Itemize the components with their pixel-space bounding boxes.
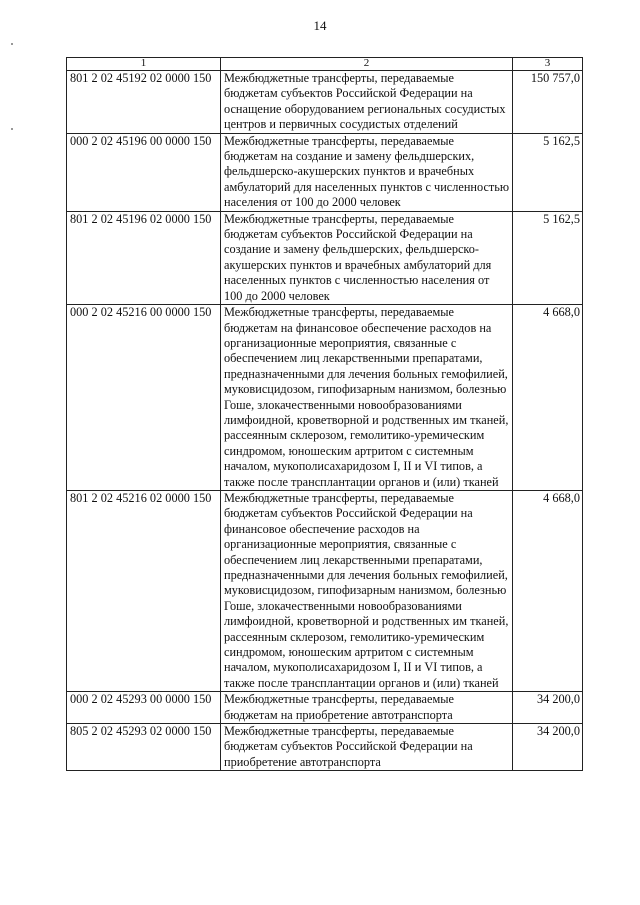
table-row [67,71,583,134]
description-cell: Межбюджетные трансферты, передаваемые бюджетам субъектов Российской Федерации на приобретение автотранспорта [221,724,513,771]
scan-speck [11,43,13,45]
budget-code-cell: 000 2 02 45293 00 0000 150 [67,692,221,724]
amount-cell: 34 200,0 [513,724,583,771]
scan-speck [11,128,13,130]
description-cell: Межбюджетные трансферты, передаваемые бюджетам на финансовое обеспечение расходов на организационные мероприятия, связанные с обеспечением лиц лекарственными препаратами, предназначенными для лечения больных гемофилией, муковисцидозом, гипофизарным нанизмом, болезнью Гоше, злокачественными новообразованиями лимфоидной, кроветворной и родственных им тканей, рассеянным склерозом, гемолитико-уремическим синдромом, юношеским артритом с системным началом, мукополисахаридозом I, II и VI типов, а также после трансплантации органов и (или) тканей [221,305,513,491]
table-row [67,724,583,771]
description-cell: Межбюджетные трансферты, передаваемые бюджетам субъектов Российской Федерации на финансовое обеспечение расходов на организационные мероприятия, связанные с обеспечением лиц лекарственными препаратами, предназначенными для лечения больных гемофилией, муковисцидозом, гипофизарным нанизмом, болезнью Гоше, злокачественными новообразованиями лимфоидной, кроветворной и родственных им тканей, рассеянным склерозом, гемолитико-уремическим синдромом, юношеским артритом с системным началом, мукополисахаридозом I, II и VI типов, а также после трансплантации органов и (или) тканей [221,490,513,691]
amount-cell: 34 200,0 [513,692,583,724]
budget-code-cell: 801 2 02 45192 02 0000 150 [67,71,221,134]
amount-cell: 4 668,0 [513,305,583,491]
table-row [67,211,583,304]
budget-code-cell: 000 2 02 45216 00 0000 150 [67,305,221,491]
column-header-code: 1 [67,58,221,71]
column-header-amount: 3 [513,58,583,71]
budget-code-cell: 801 2 02 45196 02 0000 150 [67,211,221,304]
table-row [67,133,583,211]
description-cell: Межбюджетные трансферты, передаваемые бюджетам на создание и замену фельдшерских, фельдшерско-акушерских пунктов и врачебных амбулаторий для населенных пунктов с численностью населения от 100 до 2000 человек [221,133,513,211]
description-cell: Межбюджетные трансферты, передаваемые бюджетам на приобретение автотранспорта [221,692,513,724]
table-row [67,692,583,724]
amount-cell: 5 162,5 [513,211,583,304]
budget-code-cell: 000 2 02 45196 00 0000 150 [67,133,221,211]
amount-cell: 150 757,0 [513,71,583,134]
budget-code-cell: 805 2 02 45293 02 0000 150 [67,724,221,771]
table-header-row [67,58,583,71]
budget-code-cell: 801 2 02 45216 02 0000 150 [67,490,221,691]
description-cell: Межбюджетные трансферты, передаваемые бюджетам субъектов Российской Федерации на создание и замену фельдшерских, фельдшерско-акушерских пунктов и врачебных амбулаторий для населенных пунктов с численностью населения от 100 до 2000 человек [221,211,513,304]
amount-cell: 5 162,5 [513,133,583,211]
table-row [67,305,583,491]
page-number: 14 [313,18,327,33]
budget-table [66,57,583,771]
column-header-name: 2 [221,58,513,71]
description-cell: Межбюджетные трансферты, передаваемые бюджетам субъектов Российской Федерации на оснащение оборудованием региональных сосудистых центров и первичных сосудистых отделений [221,71,513,134]
amount-cell: 4 668,0 [513,490,583,691]
table-row [67,490,583,691]
